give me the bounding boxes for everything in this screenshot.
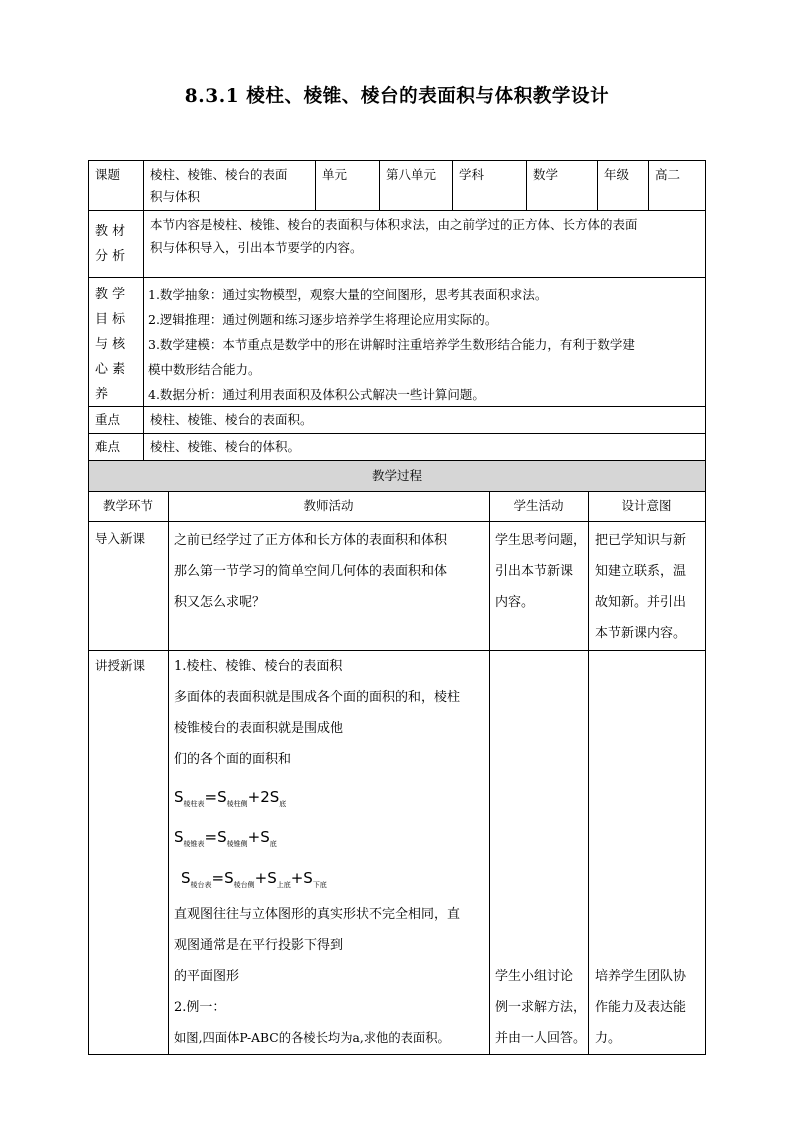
intro-intent-line: 故知新。并引出 xyxy=(595,595,687,610)
lecture-teacher-line: 如图,四面体P-ABC的各棱长均为a,求他的表面积。 xyxy=(174,1031,450,1045)
table-rule xyxy=(452,160,453,210)
formula-subscript: 棱锥侧 xyxy=(226,840,248,848)
formula-operator: +S xyxy=(247,828,270,846)
lecture-teacher-line: 2.例一： xyxy=(174,1000,226,1015)
analysis-text-line2: 积与体积导入，引出本节要学的内容。 xyxy=(150,240,363,255)
table-rule xyxy=(88,460,89,1055)
table-rule xyxy=(88,277,706,278)
subject-label: 学科 xyxy=(459,167,485,182)
table-rule xyxy=(379,160,380,210)
formula-subscript: 棱柱表 xyxy=(183,800,205,808)
lecture-student-line: 例一求解方法， xyxy=(495,1000,587,1015)
process-title: 教学过程 xyxy=(371,468,422,483)
intro-teacher-line: 那么第一节学习的简单空间几何体的表面积和体 xyxy=(174,564,448,579)
formula-subscript: 底 xyxy=(269,840,277,848)
intro-student-line: 引出本节新课 xyxy=(495,564,574,579)
lecture-teacher-line: 的平面图形 xyxy=(174,969,240,984)
analysis-text-line1: 本节内容是棱柱、棱锥、棱台的表面积与体积求法，由之前学过的正方体、长方体的表面 xyxy=(150,217,638,232)
formula-symbol: S xyxy=(174,828,184,846)
key-point-label: 重点 xyxy=(95,412,121,427)
formula-symbol: S xyxy=(181,869,191,887)
difficulty-label: 难点 xyxy=(95,439,121,454)
intro-intent-line: 知建立联系，温 xyxy=(595,564,687,579)
header-student: 学生活动 xyxy=(513,498,564,513)
goals-label-line: 教 学 xyxy=(95,287,126,302)
table-rule xyxy=(597,160,598,210)
formula-subscript: 下底 xyxy=(312,881,327,889)
header-teacher: 教师活动 xyxy=(303,498,354,513)
formula-subscript: 上底 xyxy=(276,881,291,889)
goal-item: 4.数据分析：通过利用表面积及体积公式解决一些计算问题。 xyxy=(148,387,485,402)
lecture-teacher-line: 直观图往往与立体图形的真实形状不完全相同，直 xyxy=(174,907,461,922)
table-rule xyxy=(648,160,649,210)
lecture-teacher-line: 观图通常是在平行投影下得到 xyxy=(174,938,344,953)
table-rule xyxy=(88,491,706,492)
intro-intent-line: 本节新课内容。 xyxy=(595,626,687,641)
header-intent: 设计意图 xyxy=(621,498,672,513)
grade-value: 高二 xyxy=(655,167,681,182)
formula-frustum xyxy=(181,869,327,890)
goal-item: 模中数形结合能力。 xyxy=(148,362,261,377)
lecture-intent-line: 培养学生团队协 xyxy=(595,969,687,984)
formula-operator: +S xyxy=(290,869,313,887)
table-rule xyxy=(143,160,144,461)
goal-item: 1.数学抽象：通过实物模型，观察大量的空间图形，思考其表面积求法。 xyxy=(148,287,548,302)
formula-subscript: 棱锥表 xyxy=(183,840,205,848)
formula-operator: +S xyxy=(254,869,277,887)
table-rule xyxy=(88,1054,706,1055)
table-rule xyxy=(588,491,589,1055)
table-rule xyxy=(526,160,527,210)
formula-pyramid xyxy=(174,828,277,849)
goals-label-line: 目 标 xyxy=(95,312,126,327)
intro-intent-line: 把已学知识与新 xyxy=(595,533,687,548)
formula-subscript: 棱柱侧 xyxy=(226,800,248,808)
intro-student-line: 学生思考问题， xyxy=(495,533,587,548)
intro-student-line: 内容。 xyxy=(495,595,535,610)
unit-value: 第八单元 xyxy=(386,167,437,182)
lecture-student-line: 学生小组讨论 xyxy=(495,969,574,984)
analysis-label-line2: 分 析 xyxy=(95,249,126,264)
table-rule xyxy=(489,491,490,1055)
difficulty-text: 棱柱、棱锥、棱台的体积。 xyxy=(150,439,301,454)
goal-item: 2.逻辑推理：通过例题和练习逐步培养学生将理论应用实际的。 xyxy=(148,312,498,327)
lecture-intent-line: 力。 xyxy=(595,1031,622,1046)
table-rule xyxy=(705,460,706,1055)
formula-subscript: 棱台侧 xyxy=(233,881,255,889)
formula-symbol: =S xyxy=(204,828,227,846)
table-rule xyxy=(88,433,706,434)
unit-label: 单元 xyxy=(322,167,348,182)
grade-label: 年级 xyxy=(604,167,630,182)
lecture-stage: 讲授新课 xyxy=(95,658,146,673)
formula-symbol: S xyxy=(174,788,184,806)
table-rule xyxy=(705,160,706,461)
formula-prism xyxy=(174,788,286,809)
topic-label: 课题 xyxy=(95,167,121,182)
table-rule xyxy=(168,491,169,1055)
analysis-label-line1: 教 材 xyxy=(95,224,126,239)
lecture-teacher-line: 棱锥棱台的表面积就是围成他 xyxy=(174,721,344,736)
table-rule xyxy=(315,160,316,210)
formula-symbol: =S xyxy=(204,788,227,806)
formula-subscript: 底 xyxy=(279,800,287,808)
table-rule xyxy=(88,521,706,522)
formula-operator: +2S xyxy=(247,788,280,806)
lecture-intent-line: 作能力及表达能 xyxy=(595,1000,687,1015)
formula-subscript: 棱台表 xyxy=(190,881,212,889)
intro-teacher-line: 积又怎么求呢？ xyxy=(174,595,266,610)
formula-symbol: =S xyxy=(211,869,234,887)
lecture-teacher-line: 们的各个面的面积和 xyxy=(174,752,292,767)
lecture-teacher-line: 1.棱柱、棱锥、棱台的表面积 xyxy=(174,659,343,674)
goal-item: 3.数学建模：本节重点是数学中的形在讲解时注重培养学生数形结合能力，有利于数学建 xyxy=(148,337,635,352)
intro-stage: 导入新课 xyxy=(95,531,146,546)
page-title: 8.3.1 棱柱、棱锥、棱台的表面积与体积教学设计 xyxy=(184,86,610,107)
table-rule xyxy=(88,160,706,161)
lecture-student-line: 并由一人回答。 xyxy=(495,1031,587,1046)
goals-label-line: 养 xyxy=(95,387,109,402)
header-stage: 教学环节 xyxy=(102,498,153,513)
lecture-teacher-line: 多面体的表面积就是围成各个面的面积的和，棱柱 xyxy=(174,690,461,705)
subject-value: 数学 xyxy=(533,167,559,182)
key-point-text: 棱柱、棱锥、棱台的表面积。 xyxy=(150,412,313,427)
topic-value-line1: 棱柱、棱锥、棱台的表面 xyxy=(150,167,288,182)
table-rule xyxy=(88,210,706,211)
goals-label-line: 与 核 xyxy=(95,337,126,352)
intro-teacher-line: 之前已经学过了正方体和长方体的表面积和体积 xyxy=(174,533,448,548)
goals-label-line: 心 素 xyxy=(95,362,126,377)
table-rule xyxy=(88,160,89,461)
topic-value-line2: 积与体积 xyxy=(150,189,201,204)
